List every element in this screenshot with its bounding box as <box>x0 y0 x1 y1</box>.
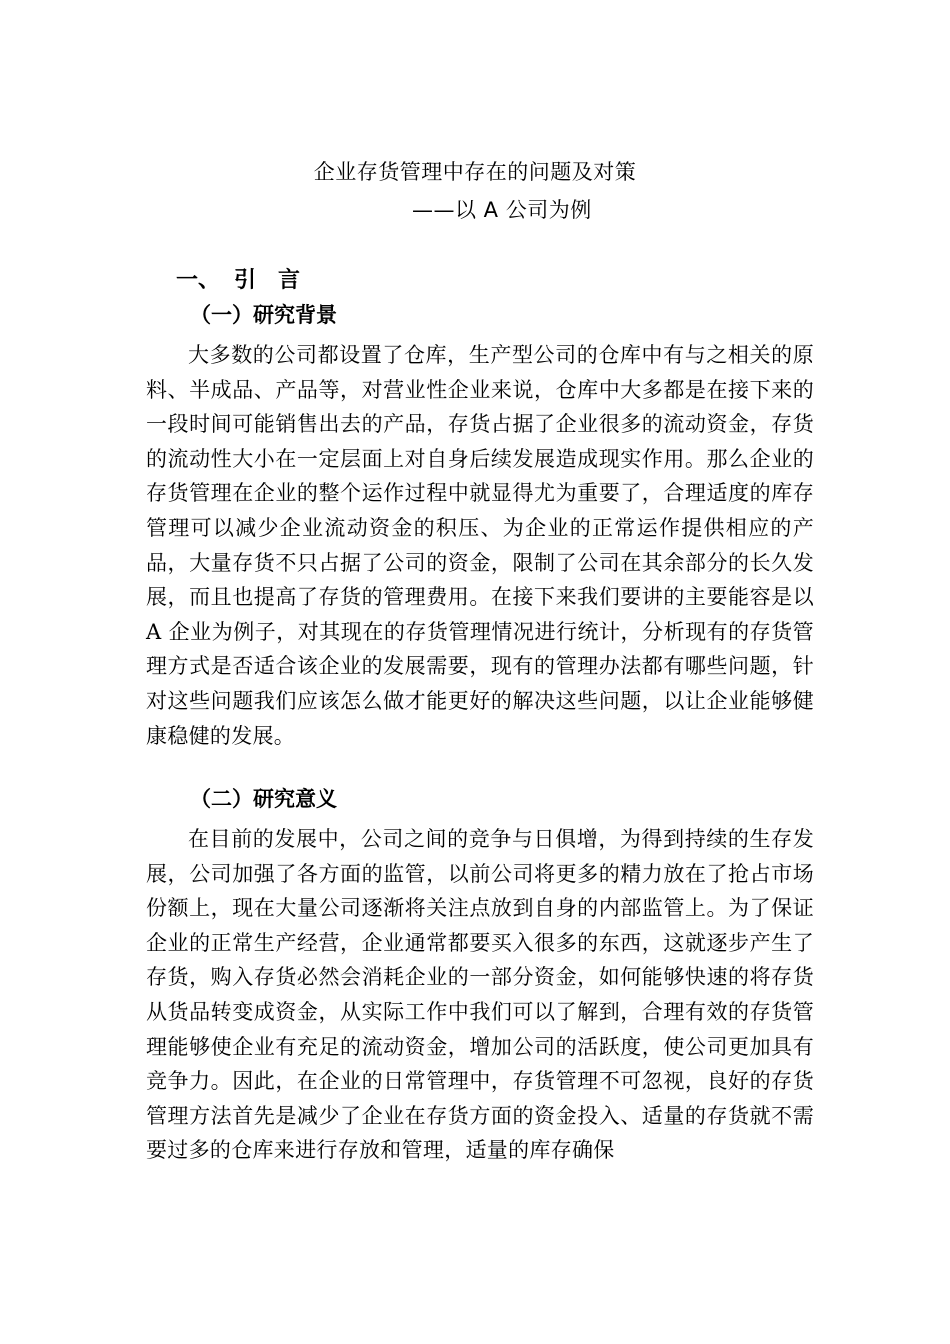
subsection-heading-significance: （二）研究意义 <box>190 787 337 811</box>
document-title: 企业存货管理中存在的问题及对策 <box>313 160 637 184</box>
section-heading-introduction <box>176 266 322 296</box>
subsection-heading-background: （一）研究背景 <box>190 303 337 327</box>
section-title: 引言 <box>234 268 323 293</box>
document-subtitle: ——以 A 公司为例 <box>412 198 592 222</box>
section-number: 一、 <box>176 268 221 293</box>
paragraph-significance: 在目前的发展中，公司之间的竞争与日俱增，为得到持续的生存发展，公司加强了各方面的监管，以前公司将更多的精力放在了抢占市场份额上，现在大量公司逐渐将关注点放到自身的内部监管上。为了保证企业的正常生产经营，企业通常都要买入很多的东西，这就逐步产生了存货，购入存货必然会消耗企业的一部分资金，如何能够快速的将存货从货品转变成资金，从实际工作中我们可以了解到，合理有效的存货管理能够使企业有充足的流动资金，增加公司的活跃度，使公司更加具有竞争力。因此，在企业的日常管理中，存货管理不可忽视，良好的存货管理方法首先是减少了企业在存货方面的资金投入、适量的存货就不需要过多的仓库来进行存放和管理，适量的库存确保 <box>146 827 814 1163</box>
paragraph-background: 大多数的公司都设置了仓库，生产型公司的仓库中有与之相关的原料、半成品、产品等，对营业性企业来说，仓库中大多都是在接下来的一段时间可能销售出去的产品，存货占据了企业很多的流动资金，存货的流动性大小在一定层面上对自身后续发展造成现实作用。那么企业的存货管理在企业的整个运作过程中就显得尤为重要了，合理适度的库存管理可以减少企业流动资金的积压、为企业的正常运作提供相应的产品，大量存货不只占据了公司的资金，限制了公司在其余部分的长久发展，而且也提高了存货的管理费用。在接下来我们要讲的主要能容是以 A 企业为例子，对其现在的存货管理情况进行统计，分析现有的存货管理方式是否适合该企业的发展需要，现有的管理办法都有哪些问题，针对这些问题我们应该怎么做才能更好的解决这些问题，以让企业能够健康稳健的发展。 <box>146 343 814 748</box>
